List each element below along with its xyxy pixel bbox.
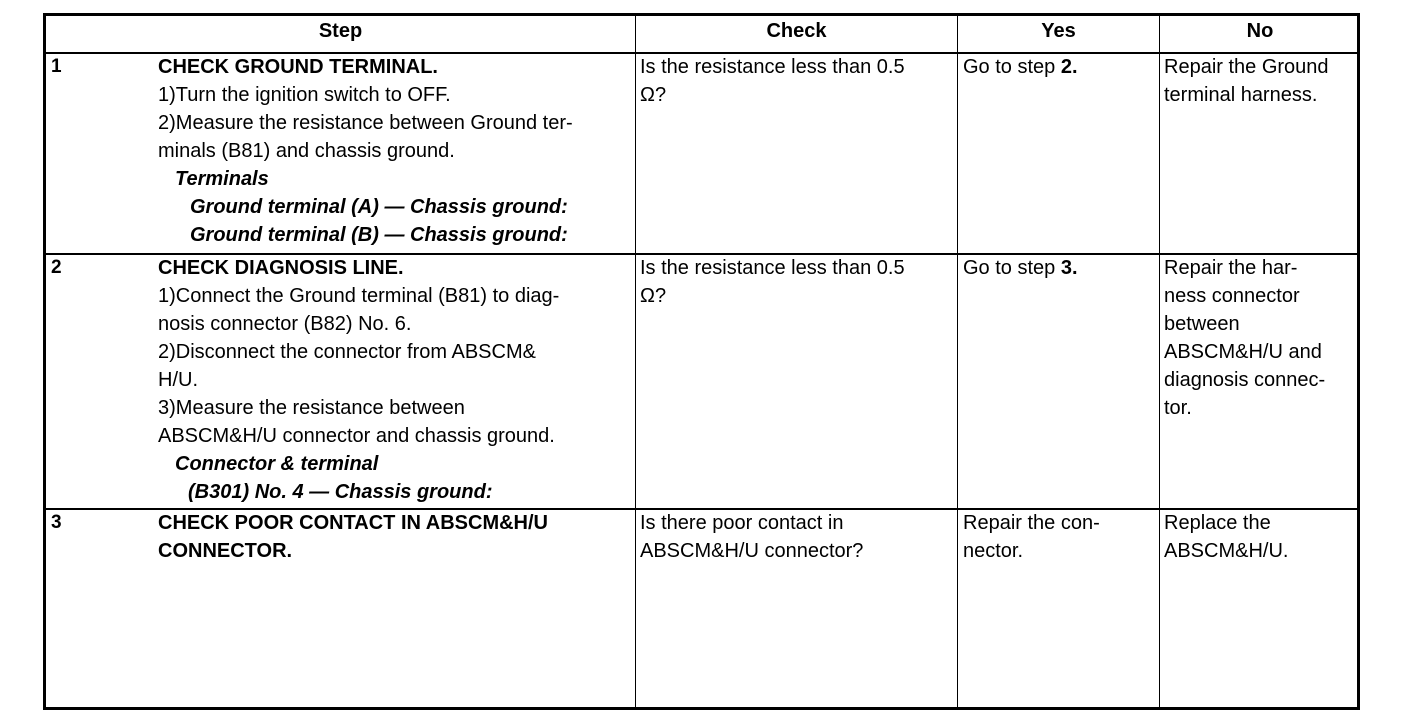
spec-line: Ground terminal (A) — Chassis ground:: [190, 196, 568, 218]
yes-line: nector.: [963, 540, 1024, 562]
no-line: tor.: [1164, 397, 1192, 419]
check-text: [640, 254, 905, 310]
check-line: ABSCM&H/U connector?: [640, 540, 864, 562]
header-check: Check: [766, 20, 827, 42]
yes-step-ref: 3.: [1060, 257, 1078, 279]
yes-line: Repair the con-: [963, 512, 1100, 534]
check-line: Is the resistance less than 0.5: [640, 56, 905, 78]
step-title: CHECK POOR CONTACT IN ABSCM&H/U: [158, 512, 548, 534]
step-content: [158, 53, 573, 249]
check-line: Ω?: [640, 84, 667, 106]
spec-title: Connector & terminal: [175, 453, 379, 475]
yes-step-ref: 2.: [1060, 56, 1078, 78]
check-text: [640, 53, 905, 109]
step-instruction: 1)Turn the ignition switch to OFF.: [158, 84, 451, 106]
check-line: Is the resistance less than 0.5: [640, 257, 905, 279]
no-line: between: [1164, 313, 1240, 335]
spec-title: Terminals: [175, 168, 269, 190]
check-line: Is there poor contact in: [640, 512, 844, 534]
header-no: No: [1246, 20, 1274, 42]
spec-line: (B301) No. 4 — Chassis ground:: [188, 481, 493, 503]
no-line: Repair the Ground: [1164, 56, 1329, 78]
yes-label: Go to step: [963, 257, 1061, 279]
step-number: 3: [51, 512, 62, 533]
step-instruction: nosis connector (B82) No. 6.: [158, 313, 412, 335]
no-text: [1164, 509, 1288, 565]
yes-text: [963, 53, 1078, 81]
no-line: ness connector: [1164, 285, 1300, 307]
diagnostic-table: [43, 13, 1360, 710]
check-line: Ω?: [640, 285, 667, 307]
column-divider: [957, 16, 958, 707]
column-divider: [635, 16, 636, 707]
yes-text: [963, 509, 1100, 565]
no-text: [1164, 53, 1329, 109]
header-step: Step: [318, 20, 363, 42]
step-title: CHECK GROUND TERMINAL.: [158, 56, 438, 78]
check-text: [640, 509, 863, 565]
no-line: ABSCM&H/U and: [1164, 341, 1322, 363]
no-line: Replace the: [1164, 512, 1271, 534]
step-instruction: ABSCM&H/U connector and chassis ground.: [158, 425, 555, 447]
header-yes: Yes: [1041, 20, 1076, 42]
no-line: Repair the har-: [1164, 257, 1298, 279]
step-instruction: H/U.: [158, 369, 198, 391]
step-title: CONNECTOR.: [158, 540, 293, 562]
no-line: diagnosis connec-: [1164, 369, 1326, 391]
no-line: terminal harness.: [1164, 84, 1318, 106]
step-instruction: minals (B81) and chassis ground.: [158, 140, 455, 162]
step-instruction: 2)Disconnect the connector from ABSCM&: [158, 341, 536, 363]
step-number: 2: [51, 257, 62, 278]
step-instruction: 1)Connect the Ground terminal (B81) to diag-: [158, 285, 560, 307]
step-instruction: 2)Measure the resistance between Ground ter-: [158, 112, 573, 134]
no-text: [1164, 254, 1325, 422]
step-content: [158, 509, 548, 565]
step-instruction: 3)Measure the resistance between: [158, 397, 465, 419]
column-divider: [1159, 16, 1160, 707]
yes-label: Go to step: [963, 56, 1061, 78]
spec-line: Ground terminal (B) — Chassis ground:: [190, 224, 568, 246]
yes-text: [963, 254, 1078, 282]
step-number: 1: [51, 56, 62, 77]
step-title: CHECK DIAGNOSIS LINE.: [158, 257, 404, 279]
step-content: [158, 254, 559, 506]
no-line: ABSCM&H/U.: [1164, 540, 1289, 562]
